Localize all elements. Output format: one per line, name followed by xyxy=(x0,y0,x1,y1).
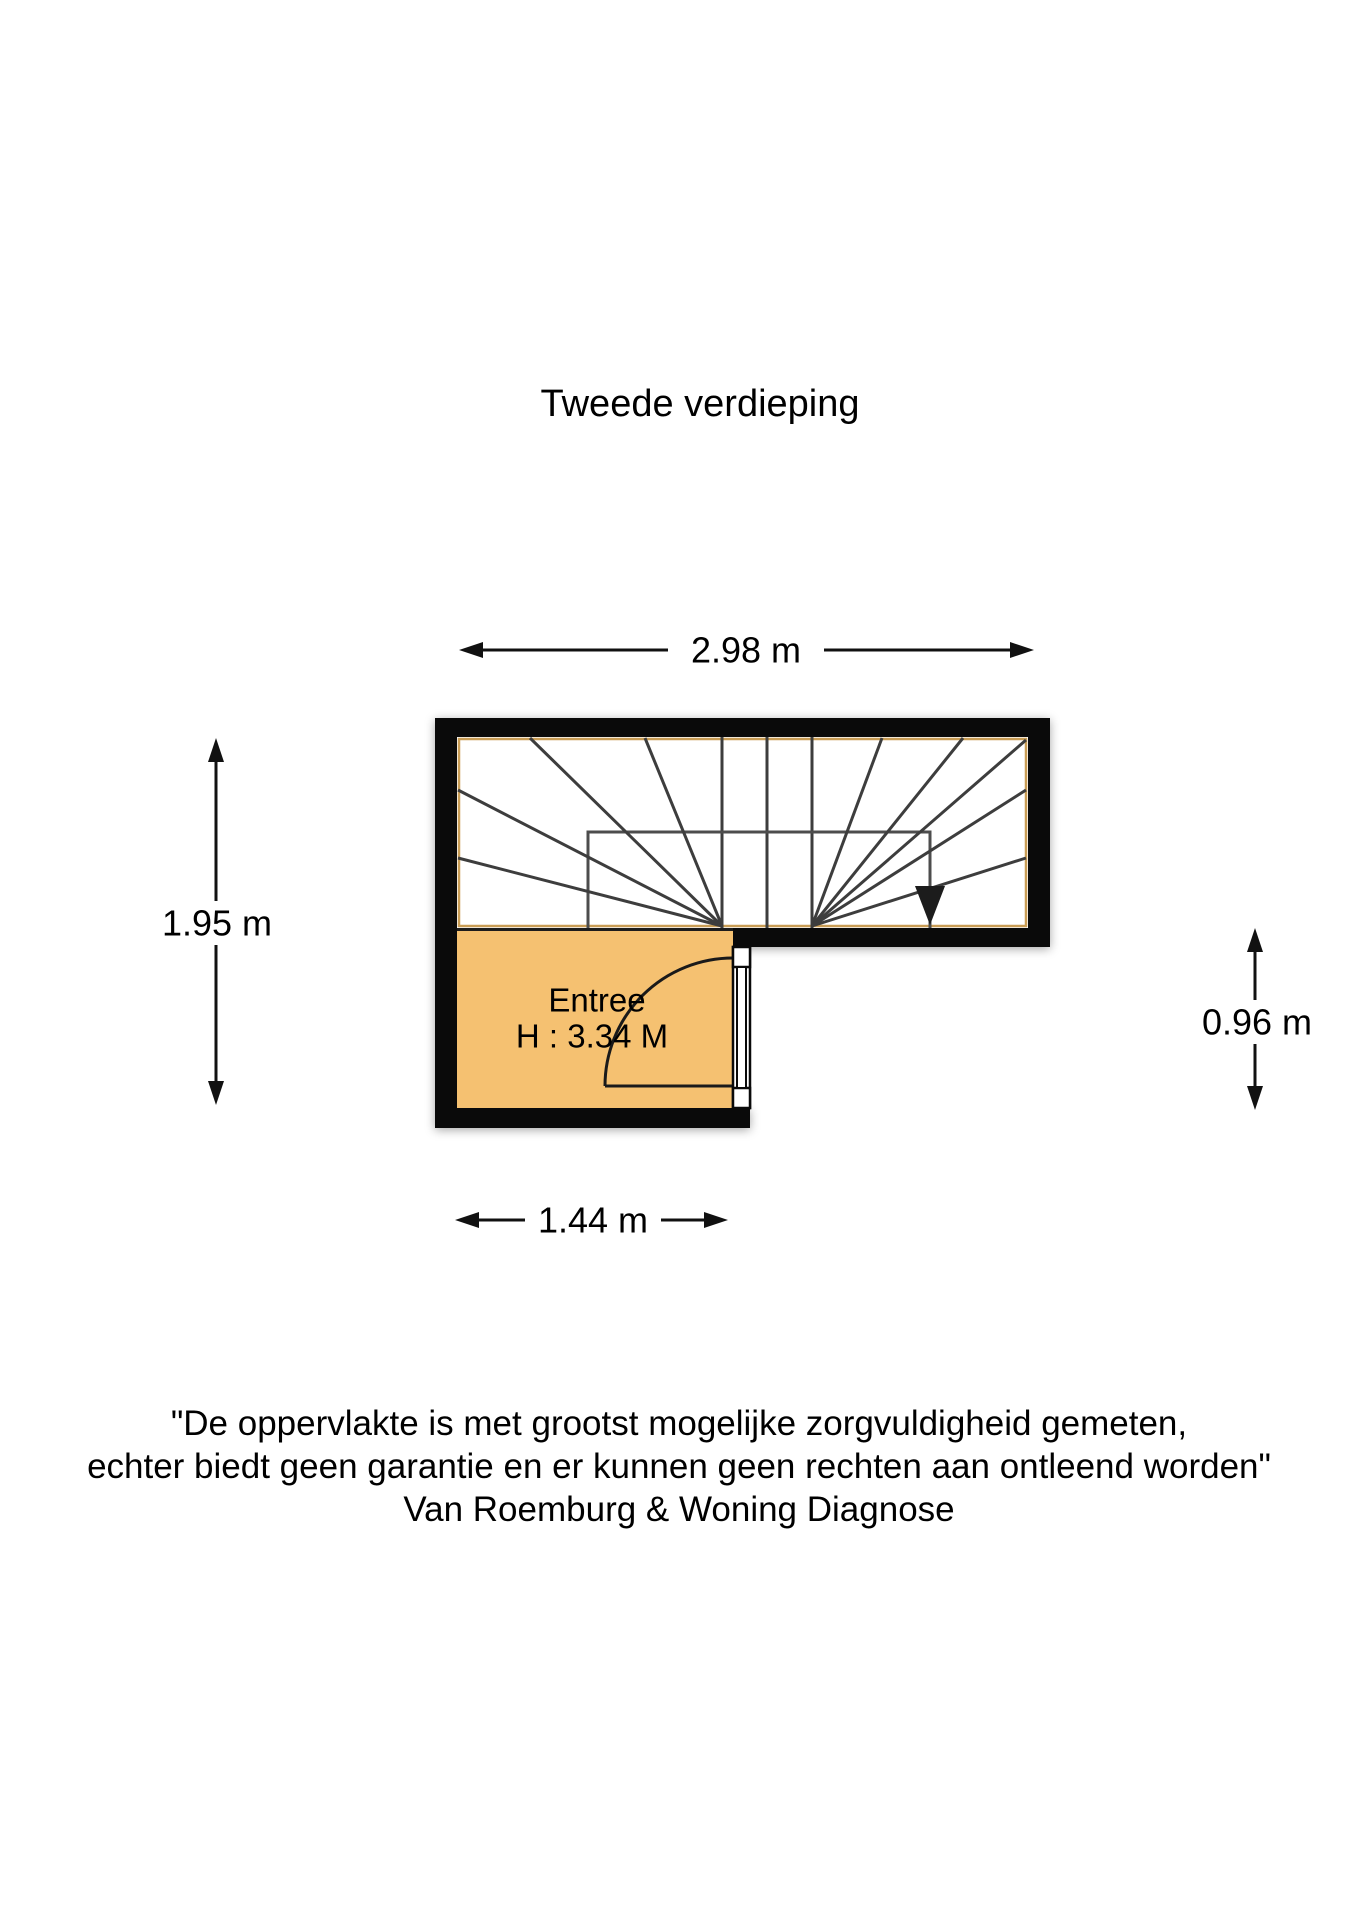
arrowhead-right-icon xyxy=(704,1212,728,1228)
wall-left xyxy=(435,718,457,1128)
wall-top xyxy=(435,718,1050,737)
door-frame-post-bottom xyxy=(733,1088,750,1108)
dimension-left-label: 1.95 m xyxy=(161,902,273,944)
arrowhead-down-icon xyxy=(1247,1086,1263,1110)
wall-right-stairs xyxy=(1028,718,1050,947)
disclaimer-line-2: echter biedt geen garantie en er kunnen geen rechten aan ontleend worden" xyxy=(87,1447,1271,1486)
disclaimer-line-3: Van Roemburg & Woning Diagnose xyxy=(403,1490,955,1529)
arrowhead-left-icon xyxy=(455,1212,479,1228)
dimension-bottom-label: 1.44 m xyxy=(537,1199,649,1241)
dimension-right-label: 0.96 m xyxy=(1201,1001,1313,1043)
door-frame-post-top xyxy=(733,947,750,967)
door-frame-panel xyxy=(737,967,746,1088)
room-height-label: H : 3.34 M xyxy=(515,1017,669,1055)
arrowhead-left-icon xyxy=(459,642,483,658)
arrowhead-up-icon xyxy=(1247,928,1263,952)
page-title: Tweede verdieping xyxy=(540,383,860,425)
disclaimer xyxy=(87,1404,1271,1529)
wall-bottom-stairs xyxy=(730,928,1050,947)
entree-stairs-separator-line xyxy=(457,928,733,931)
wall-bottom-entree xyxy=(435,1108,750,1128)
door-frame xyxy=(733,947,750,1108)
disclaimer-line-1: "De oppervlakte is met grootst mogelijke zorgvuldigheid gemeten, xyxy=(170,1404,1188,1443)
room-name-label: Entree xyxy=(548,981,646,1019)
arrowhead-down-icon xyxy=(208,1081,224,1105)
arrowhead-right-icon xyxy=(1010,642,1034,658)
arrowhead-up-icon xyxy=(208,738,224,762)
dimension-top-label: 2.98 m xyxy=(690,629,802,671)
